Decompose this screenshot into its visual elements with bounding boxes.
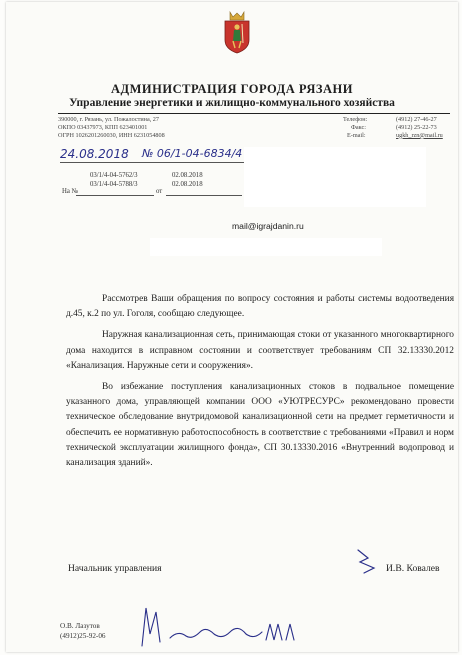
date-underline: [60, 162, 160, 163]
signatory-name: И.В. Ковалев: [386, 563, 440, 574]
organization-subtitle: Управление энергетики и жилищно-коммунального хозяйства: [69, 97, 395, 109]
executor-phone: (4912)25-92-06: [60, 631, 106, 640]
recipient-email: mail@igrajdanin.ru: [232, 221, 304, 231]
reference-numbers: [90, 172, 138, 189]
address-text: 390000, г. Рязань, ул. Пожалостина, 27: [58, 116, 159, 123]
contacts-labels: [343, 116, 367, 139]
okpo-text: ОКПО 03437973, КПП 623401001: [58, 123, 148, 131]
email-label: E-mail:: [347, 131, 366, 139]
reference-dates: [172, 172, 203, 189]
fax-label: Факс:: [351, 123, 366, 131]
email-value: ugkh_rzn@mail.ru: [396, 131, 443, 139]
redacted-recipient-name: [150, 238, 382, 256]
ot-line: [166, 195, 242, 196]
executor-name: О.В. Лазутов: [60, 622, 100, 630]
letter-page: [6, 2, 458, 652]
na-number-label: На №: [62, 188, 79, 195]
signature-mark: [354, 546, 386, 576]
contacts-values: [396, 116, 443, 139]
executor-block: [60, 622, 106, 641]
reference-2-number: 03/1/4-04-5788/3: [90, 180, 138, 188]
requisites-left: [58, 116, 165, 139]
reference-1-number: 03/1/4-04-5762/3: [90, 172, 138, 179]
body-paragraph-1: Рассмотрев Ваши обращения по вопросу состояния и работы системы водоотведения д.45, к.2 по ул. Гоголя, сообщаю следующее.: [66, 294, 454, 320]
signatory-title: Начальник управления: [68, 563, 162, 574]
redacted-recipient-block: [244, 147, 426, 207]
phone-label: Телефон:: [343, 116, 368, 123]
ot-label: от: [156, 188, 163, 195]
handwritten-number: № 06/1-04-6834/4: [142, 147, 243, 160]
header-divider: [58, 113, 450, 114]
letter-body: [66, 292, 454, 477]
body-paragraph-3: Во избежание поступления канализационных стоков в подвальное помещение указанного дома, управляющей компании ООО «УЮТРЕСУРС» рекомендовано провести техническое обследование внутридомовой канализационной сети на предмет герметичности и обеспечить ее нормативную работоспособность в соответствие с требованиями «Правил и норм технической эксплуатации жилищного фонда», СП 30.13330.2016 «Внутренний водопровод и канализация зданий».: [66, 382, 454, 469]
phone-value: (4912) 27-46-27: [396, 116, 437, 123]
handwritten-scribble: [134, 594, 304, 652]
reference-2-date: 02.08.2018: [172, 180, 203, 188]
organization-title: АДМИНИСТРАЦИЯ ГОРОДА РЯЗАНИ: [110, 82, 353, 96]
ogrn-text: ОГРН 1026201260030, ИНН 6231054808: [58, 131, 165, 139]
body-paragraph-2: Наружная канализационная сеть, принимающая стоки от указанного многоквартирного дома находится в исправном состоянии и соответствует требованиям СП 32.13330.2012 «Канализация. Наружные сети и сооружения».: [66, 330, 454, 371]
reference-1-date: 02.08.2018: [172, 172, 203, 179]
ryazan-coat-of-arms-icon: [222, 10, 252, 54]
handwritten-date: 24.08.2018: [60, 147, 129, 161]
na-number-line: [76, 195, 154, 196]
fax-value: (4912) 25-22-73: [396, 123, 437, 131]
